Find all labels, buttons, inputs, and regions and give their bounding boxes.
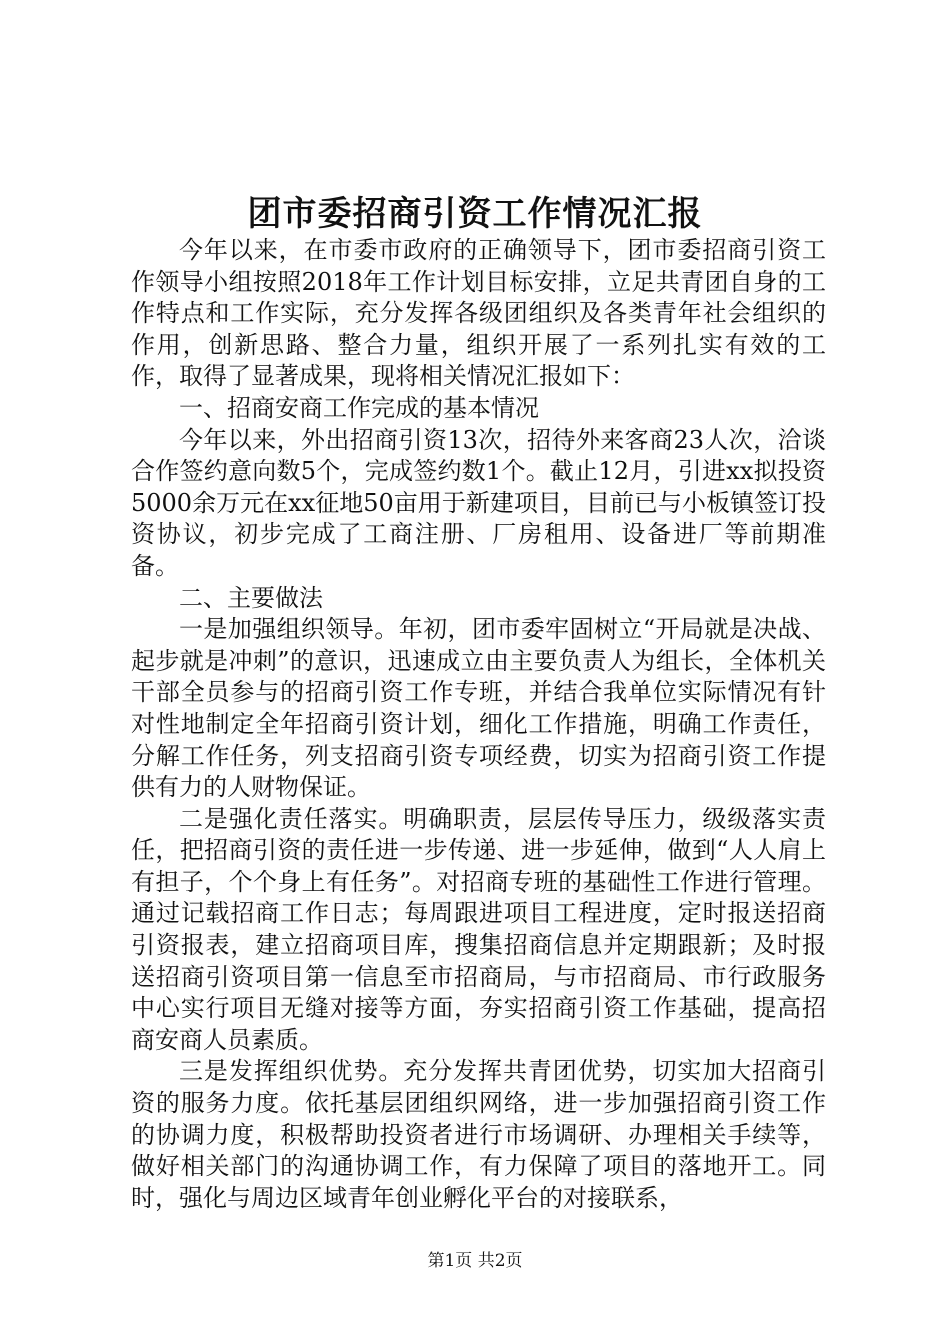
document-body xyxy=(131,235,826,1214)
section-heading-basic-situation: 一、招商安商工作完成的基本情况 xyxy=(179,393,539,422)
practice-paragraph-1: 一是加强组织领导。年初，团市委牢固树立“开局就是决战、起步就是冲刺”的意识，迅速成立由主要负责人为组长，全体机关干部全员参与的招商引资工作专班，并结合我单位实际情况有针对性地制定全年招商引资计划，细化工作措施，明确工作责任，分解工作任务，列支招商引资专项经费，切实为招商引资工作提供有力的人财物保证。 xyxy=(131,615,826,802)
page-number-footer: 第1页 共2页 xyxy=(427,1251,523,1271)
section-heading-main-practices: 二、主要做法 xyxy=(179,583,323,612)
document-title: 团市委招商引资工作情况汇报 xyxy=(247,194,703,234)
practice-paragraph-2: 二是强化责任落实。明确职责，层层传导压力，级级落实责任，把招商引资的责任进一步传递、进一步延伸，做到“人人肩上有担子，个个身上有任务”。对招商专班的基础性工作进行管理。通过记载招商工作日志；每周跟进项目工程进度，定时报送招商引资报表，建立招商项目库，搜集招商信息并定期跟新；及时报送招商引资项目第一信息至市招商局，与市招商局、市行政服务中心实行项目无缝对接等方面，夯实招商引资工作基础，提高招商安商人员素质。 xyxy=(131,804,826,1054)
practice-paragraph-3: 三是发挥组织优势。充分发挥共青团优势，切实加大招商引资的服务力度。依托基层团组织网络，进一步加强招商引资工作的协调力度，积极帮助投资者进行市场调研、办理相关手续等，做好相关部门的沟通协调工作，有力保障了项目的落地开工。同时，强化与周边区域青年创业孵化平台的对接联系， xyxy=(131,1057,826,1212)
intro-paragraph: 今年以来，在市委市政府的正确领导下，团市委招商引资工作领导小组按照2018年工作计划目标安排，立足共青团自身的工作特点和工作实际，充分发挥各级团组织及各类青年社会组织的作用，创新思路、整合力量，组织开展了一系列扎实有效的工作，取得了显著成果，现将相关情况汇报如下： xyxy=(131,236,826,391)
basic-situation-paragraph: 今年以来，外出招商引资13次，招待外来客商23人次，洽谈合作签约意向数5个，完成签约数1个。截止12月，引进xx拟投资5000余万元在xx征地50亩用于新建项目，目前已与小板镇签订投资协议，初步完成了工商注册、厂房租用、设备进厂等前期准备。 xyxy=(131,425,826,580)
